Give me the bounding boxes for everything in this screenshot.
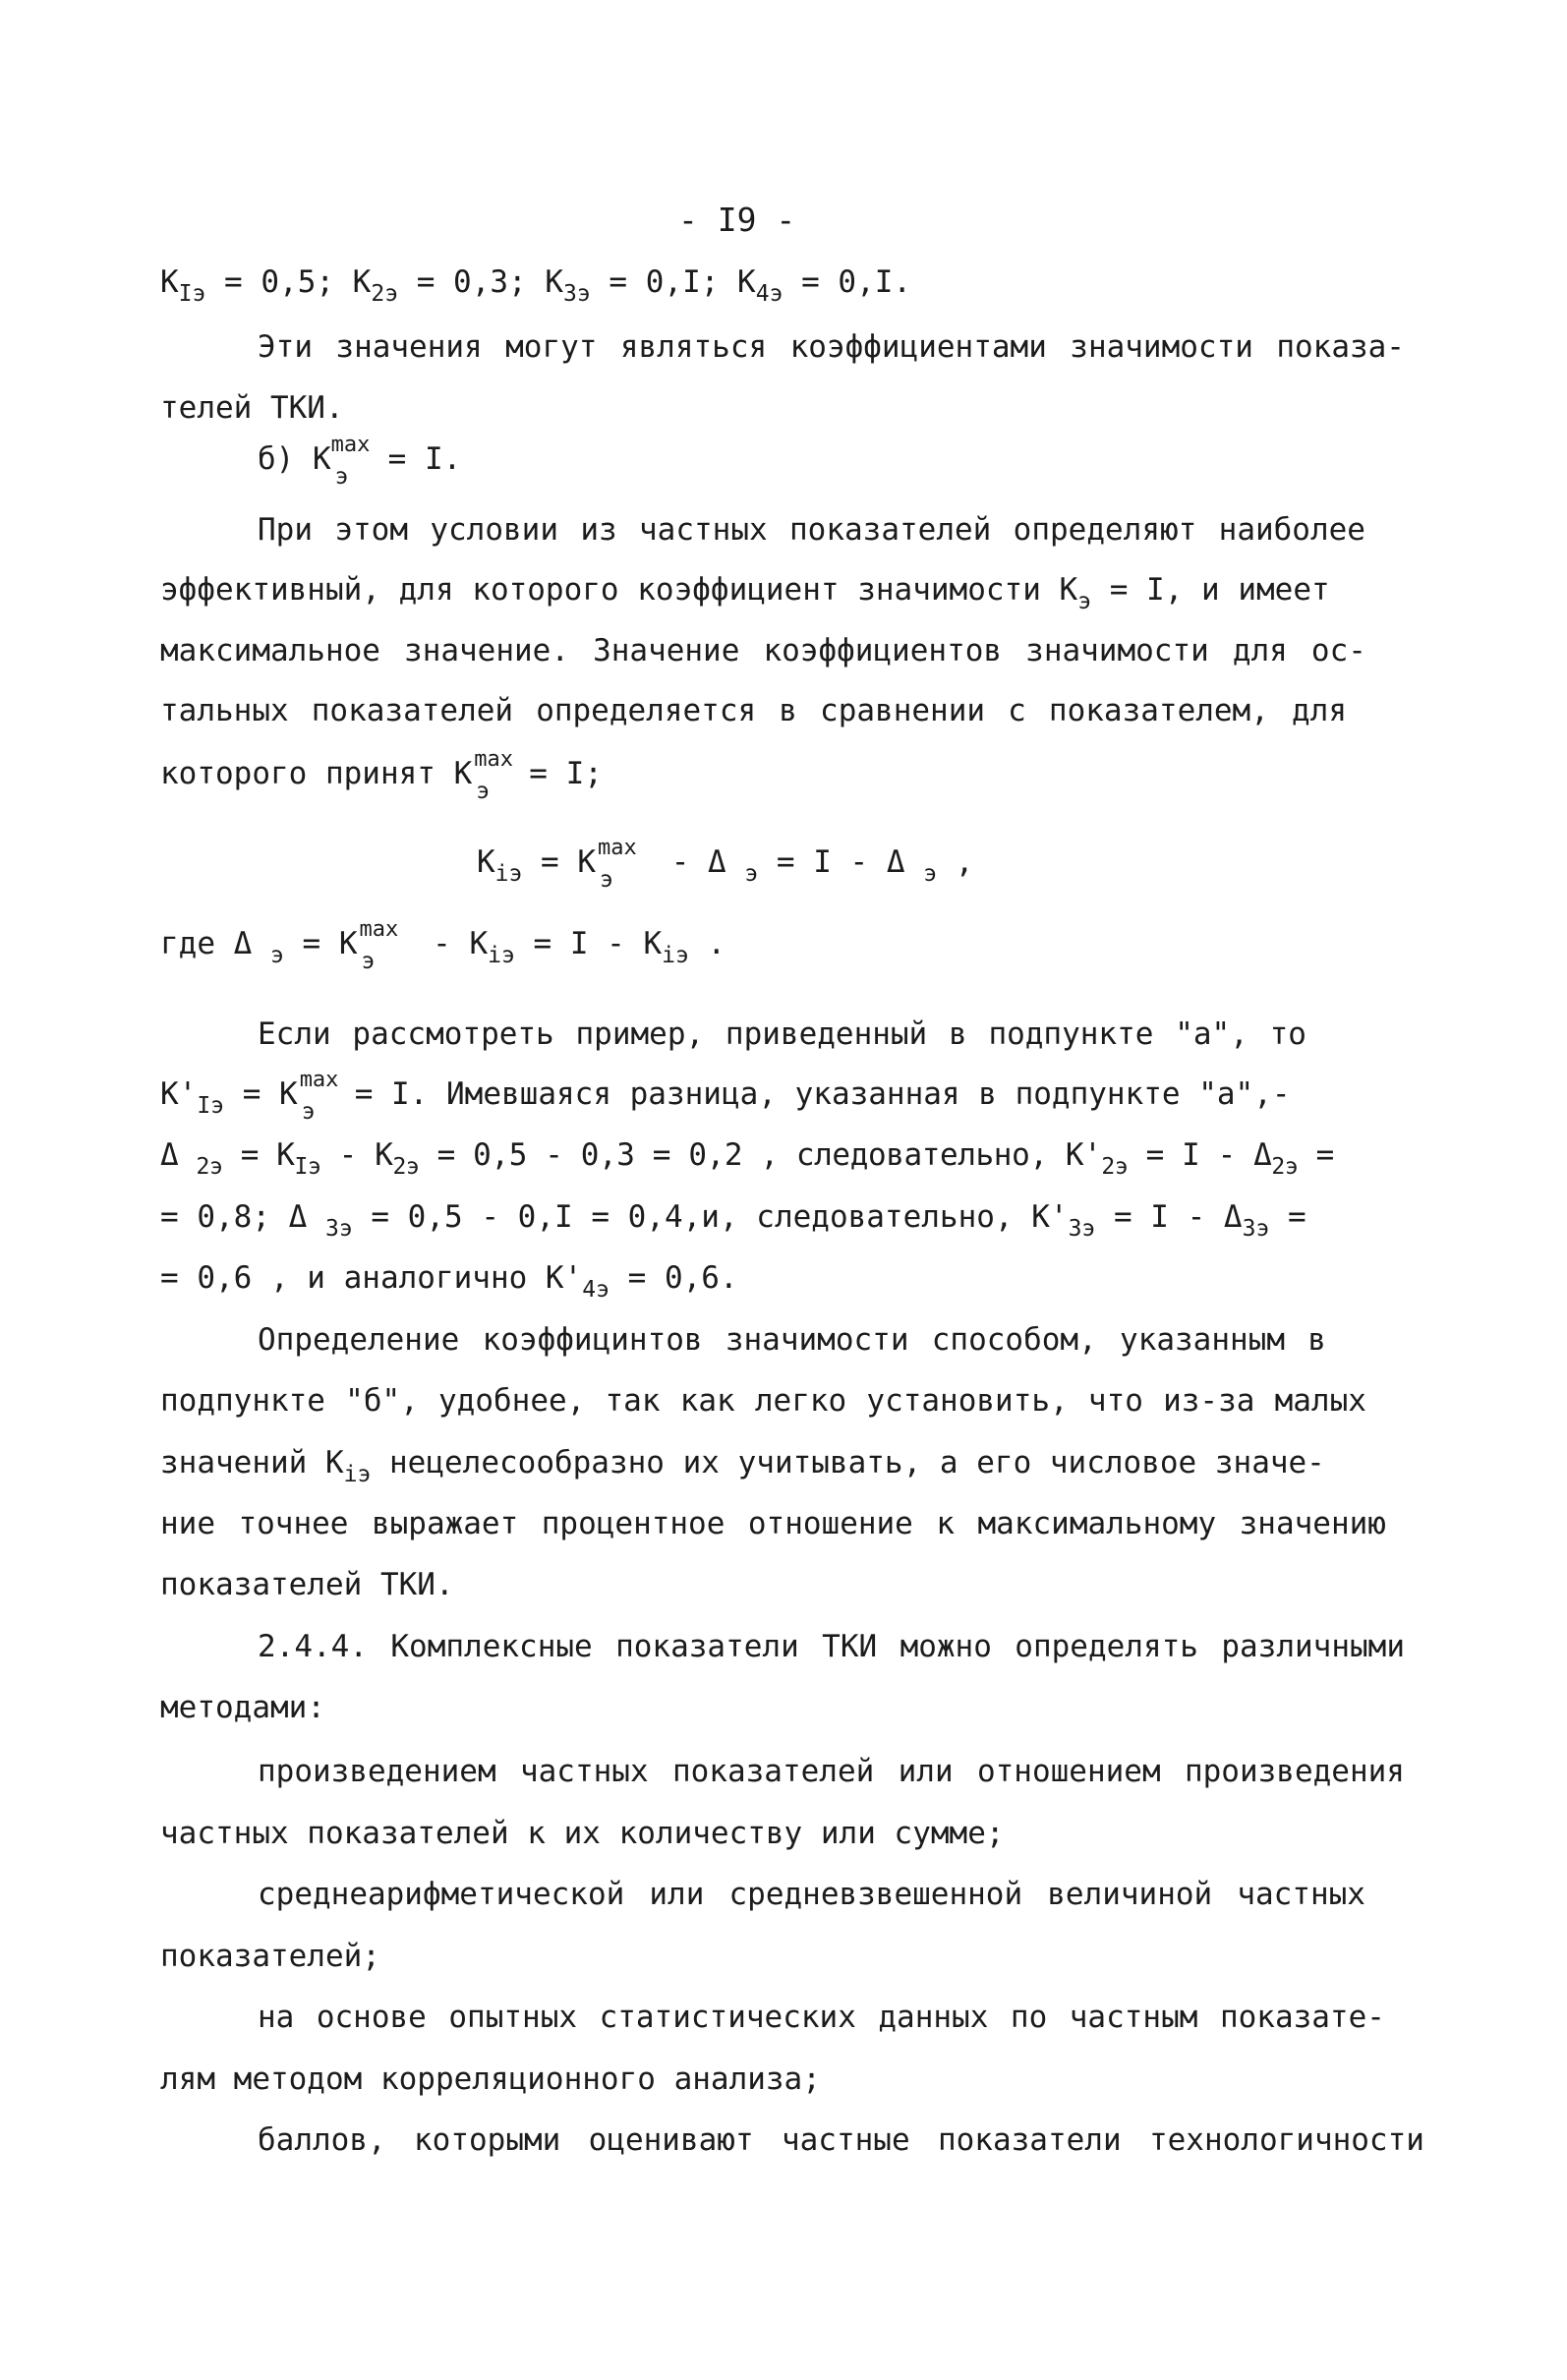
- para4-line1: Определение коэффицинтов значимости способом, указанным в: [258, 1322, 1326, 1358]
- list-item-3-line1: на основе опытных статистических данных по частным показате-: [258, 2000, 1385, 2035]
- formula-2: где Δ $_э$ = К max э - $К_{iэ} = I - К_{iэ}$ .: [160, 917, 726, 974]
- para4-line3: значений $К_{iэ}$ нецелесообразно их учитывать, а его числовое значе-: [160, 1445, 1325, 1487]
- para4-line5: показателей ТКИ.: [160, 1567, 454, 1602]
- para2-line2: эффективный, для которого коэффициент значимости $К_э = I$, и имеет: [160, 572, 1330, 614]
- para3-line3: Δ $_{2э} = К_{Iэ} - К_{2э} = 0,5 - 0,3 = 0,2$ , следовательно, $К'_{2э} = I - \Delta_{2э}$ =: [160, 1137, 1334, 1180]
- para3-line4: = 0,8; Δ $_{3э}$ = 0,5 - 0,I = 0,4,и, следовательно, $К'_{3э} = I - \Delta_{3э}$ =: [160, 1199, 1306, 1242]
- list-item-1-line2: частных показателей к их количеству или сумме;: [160, 1816, 1005, 1851]
- list-item-2-line1: среднеарифметической или средневзвешенной величиной частных: [258, 1877, 1365, 1912]
- para1-line2: телей ТКИ.: [160, 390, 344, 426]
- para5-line1: 2.4.4. Комплексные показатели ТКИ можно определять различными: [258, 1629, 1405, 1664]
- formula-1: $К_{iэ} = К$ max э - Δ $_э$ = I - Δ $_э$ ,: [477, 836, 974, 893]
- para4-line2: подпункте "б", удобнее, так как легко установить, что из-за малых: [160, 1383, 1366, 1419]
- page-number: - I9 -: [678, 201, 796, 239]
- para4-line4: ние точнее выражает процентное отношение к максимальному значению: [160, 1506, 1386, 1541]
- list-item-4-line1: баллов, которыми оценивают частные показатели технологичности: [258, 2122, 1424, 2158]
- list-item-1-line1: произведением частных показателей или отношением произведения: [258, 1754, 1405, 1789]
- para5-line2: методами:: [160, 1690, 325, 1725]
- coefficients-line: $К_{Iэ} = 0,5$; $К_{2э} = 0,3$; $К_{3э} = 0,I$; $К_{4э} = 0,I$.: [160, 264, 912, 307]
- list-item-3-line2: лям методом корреляционного анализа;: [160, 2061, 821, 2097]
- para3-line2: $К'_{Iэ} = К$ max э = I. Имевшаяся разница, указанная в подпункте "а",-: [160, 1068, 1291, 1125]
- list-item-2-line2: показателей;: [160, 1939, 380, 1974]
- item-b: б) К max э = I.: [258, 433, 462, 490]
- para2-line5: которого принят К max э = I;: [160, 747, 603, 804]
- para2-line4: тальных показателей определяется в сравнении с показателем, для: [160, 693, 1347, 728]
- para3-line5: = 0,6 , и аналогично $К'_{4э} = 0,6$.: [160, 1260, 738, 1303]
- para3-line1: Если рассмотреть пример, приведенный в подпункте "а", то: [258, 1016, 1306, 1052]
- para2-line1: При этом условии из частных показателей определяют наиболее: [258, 512, 1365, 548]
- para1-line1: Эти значения могут являться коэффициентами значимости показа-: [258, 329, 1405, 365]
- para2-line3: максимальное значение. Значение коэффициентов значимости для ос-: [160, 633, 1366, 668]
